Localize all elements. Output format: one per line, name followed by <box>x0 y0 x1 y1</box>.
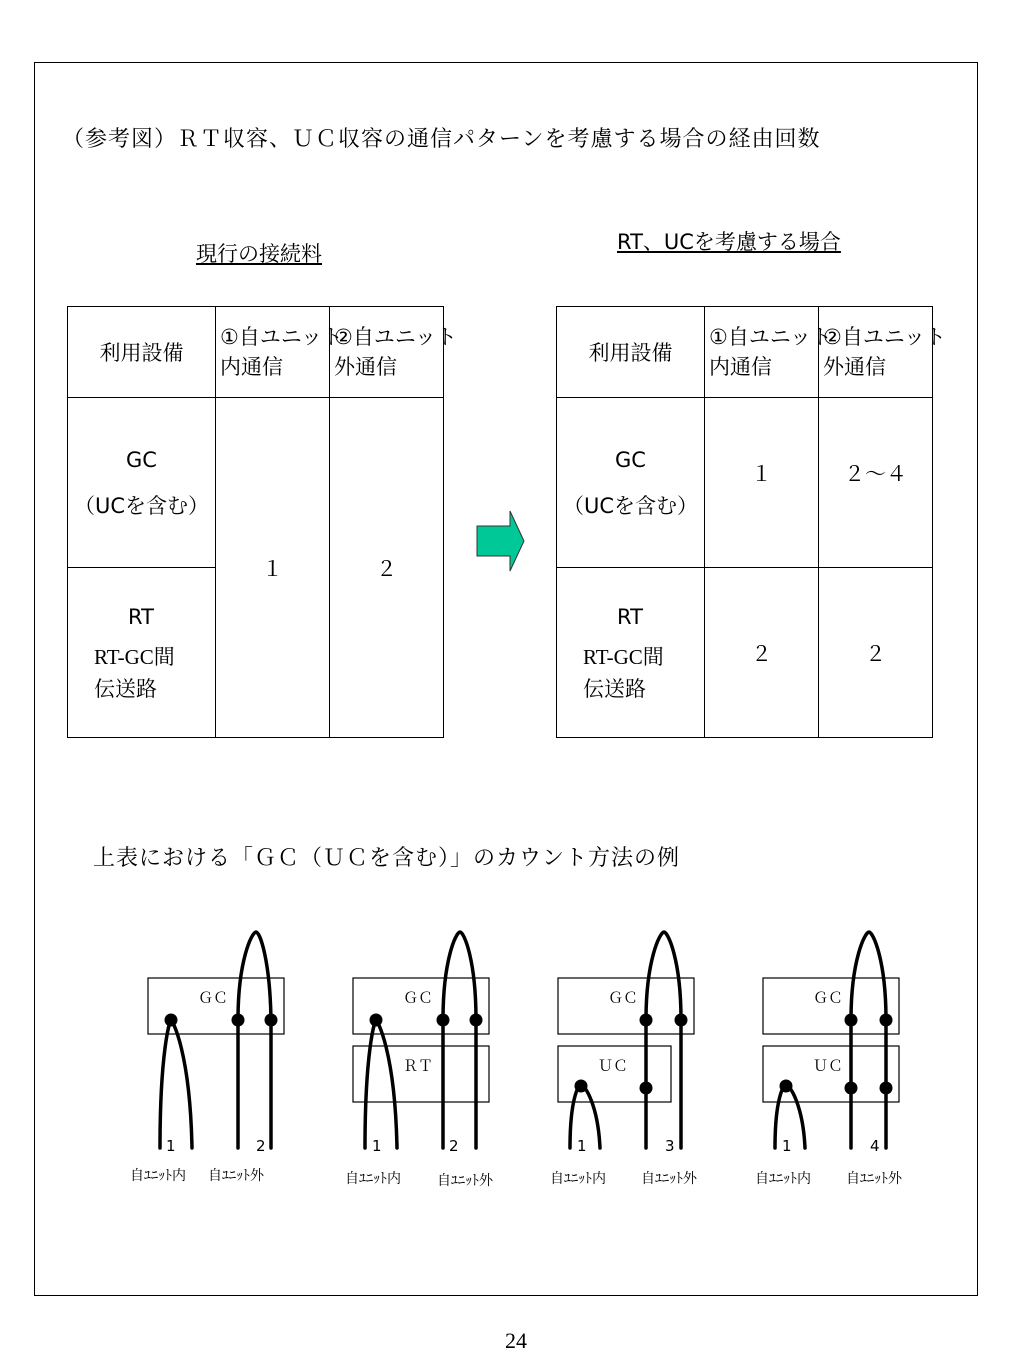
gc-inter-value: ２～４ <box>819 398 933 568</box>
ex1-top-box-label: ＧＣ <box>198 989 229 1007</box>
rt-label: RT <box>128 604 154 629</box>
ex2-left-caption: 自ﾕﾆｯﾄ内 <box>345 1171 401 1187</box>
ex3-left-caption: 自ﾕﾆｯﾄ内 <box>550 1171 606 1187</box>
ex2-left-count: 1 <box>372 1137 382 1155</box>
table-row-gc <box>557 398 933 568</box>
ex4-connection-dot <box>880 1014 893 1027</box>
row-label-gc <box>68 398 216 568</box>
ex3-top-box-label: ＧＣ <box>608 989 639 1007</box>
ex3-right-count: 3 <box>665 1137 675 1155</box>
right-arrow-icon <box>476 510 526 572</box>
rt-gc-label: RT-GC間 <box>583 644 664 669</box>
ex2-top-box-label: ＧＣ <box>403 989 434 1007</box>
header-equipment: 利用設備 <box>68 307 216 398</box>
ex4-left-caption: 自ﾕﾆｯﾄ内 <box>755 1171 811 1187</box>
ex4-connection-dot <box>780 1080 793 1093</box>
counting-diagrams <box>0 900 1024 1200</box>
header-intra-unit-line2: 内通信 <box>709 355 772 379</box>
ex4-inter-wire <box>851 932 886 1148</box>
ex2-intra-wire <box>365 1020 397 1148</box>
ex1-left-count: 1 <box>166 1137 176 1155</box>
gc-sublabel: （UCを含む） <box>73 493 210 518</box>
rt-inter-value: ２ <box>819 568 933 738</box>
ex3-connection-dot <box>640 1082 653 1095</box>
header-inter-unit-line2: 外通信 <box>823 355 886 379</box>
ex1-intra-wire <box>160 1020 192 1148</box>
header-intra-unit <box>705 307 832 398</box>
ex3-connection-dot <box>675 1014 688 1027</box>
ex1-left-caption: 自ﾕﾆｯﾄ内 <box>130 1168 186 1184</box>
table-row-gc <box>68 398 444 568</box>
row-label-gc <box>557 398 705 568</box>
ex4-right-caption: 自ﾕﾆｯﾄ外 <box>846 1171 902 1187</box>
header-equipment: 利用設備 <box>557 307 705 398</box>
ex4-connection-dot <box>845 1014 858 1027</box>
ex2-right-count: 2 <box>449 1137 459 1155</box>
header-inter-unit-line2: 外通信 <box>334 355 397 379</box>
ex2-inter-wire <box>443 932 476 1148</box>
header-inter-unit-line1: ②自ユニット <box>823 325 946 349</box>
ex2-bottom-box-label: ＲＴ <box>403 1057 434 1075</box>
ex3-connection-dot <box>575 1080 588 1093</box>
transmission-path-label: 伝送路 <box>583 676 646 701</box>
table-header-row <box>68 307 444 398</box>
gc-label: GC <box>615 447 646 472</box>
ex3-right-caption: 自ﾕﾆｯﾄ外 <box>641 1171 697 1187</box>
rt-gc-label: RT-GC間 <box>94 644 175 669</box>
ex3-bottom-box-label: ＵＣ <box>598 1057 629 1075</box>
header-inter-unit <box>819 307 946 398</box>
ex1-connection-dot <box>265 1014 278 1027</box>
rt-label: RT <box>617 604 643 629</box>
ex3-inter-wire <box>646 932 681 1148</box>
ex4-connection-dot <box>880 1082 893 1095</box>
ex1-right-count: 2 <box>256 1137 266 1155</box>
gc-intra-value: １ <box>705 398 819 568</box>
left-table-title: 現行の接続料 <box>196 242 322 266</box>
ex3-connection-dot <box>640 1014 653 1027</box>
right-table-title: RT、UCを考慮する場合 <box>617 230 841 254</box>
counting-method-title: 上表における「ＧＣ（ＵＣを含む）」のカウント方法の例 <box>93 846 681 871</box>
ex2-connection-dot <box>370 1014 383 1027</box>
ex1-connection-dot <box>232 1014 245 1027</box>
header-inter-unit <box>330 307 457 398</box>
merged-intra-value: １ <box>216 398 330 738</box>
header-intra-unit <box>216 307 343 398</box>
ex4-left-count: 1 <box>782 1137 792 1155</box>
ex1-connection-dot <box>165 1014 178 1027</box>
transmission-path-label: 伝送路 <box>94 676 157 701</box>
page-title: （参考図）ＲＴ収容、ＵＣ収容の通信パターンを考慮する場合の経由回数 <box>62 127 821 152</box>
rt-uc-table <box>556 306 946 738</box>
rt-intra-value: ２ <box>705 568 819 738</box>
page-number: 24 <box>505 1328 527 1353</box>
ex2-connection-dot <box>437 1014 450 1027</box>
header-inter-unit-line1: ②自ユニット <box>334 325 457 349</box>
header-intra-unit-line1: ①自ユニット <box>220 325 343 349</box>
current-rate-table <box>67 306 457 738</box>
header-intra-unit-line2: 内通信 <box>220 355 283 379</box>
ex4-bottom-box-label: ＵＣ <box>813 1057 844 1075</box>
table-header-row <box>557 307 933 398</box>
ex1-right-caption: 自ﾕﾆｯﾄ外 <box>208 1168 264 1184</box>
header-intra-unit-line1: ①自ユニット <box>709 325 832 349</box>
ex4-top-box-label: ＧＣ <box>813 989 844 1007</box>
ex2-connection-dot <box>470 1014 483 1027</box>
gc-label: GC <box>126 447 157 472</box>
row-label-rt <box>68 568 216 738</box>
ex1-inter-wire <box>238 932 271 1148</box>
row-label-rt <box>557 568 705 738</box>
ex3-left-count: 1 <box>577 1137 587 1155</box>
ex4-connection-dot <box>845 1082 858 1095</box>
gc-sublabel: （UCを含む） <box>562 493 699 518</box>
table-row-rt <box>557 568 933 738</box>
ex2-right-caption: 自ﾕﾆｯﾄ外 <box>437 1173 493 1189</box>
merged-inter-value: ２ <box>330 398 444 738</box>
ex4-right-count: 4 <box>870 1137 880 1155</box>
